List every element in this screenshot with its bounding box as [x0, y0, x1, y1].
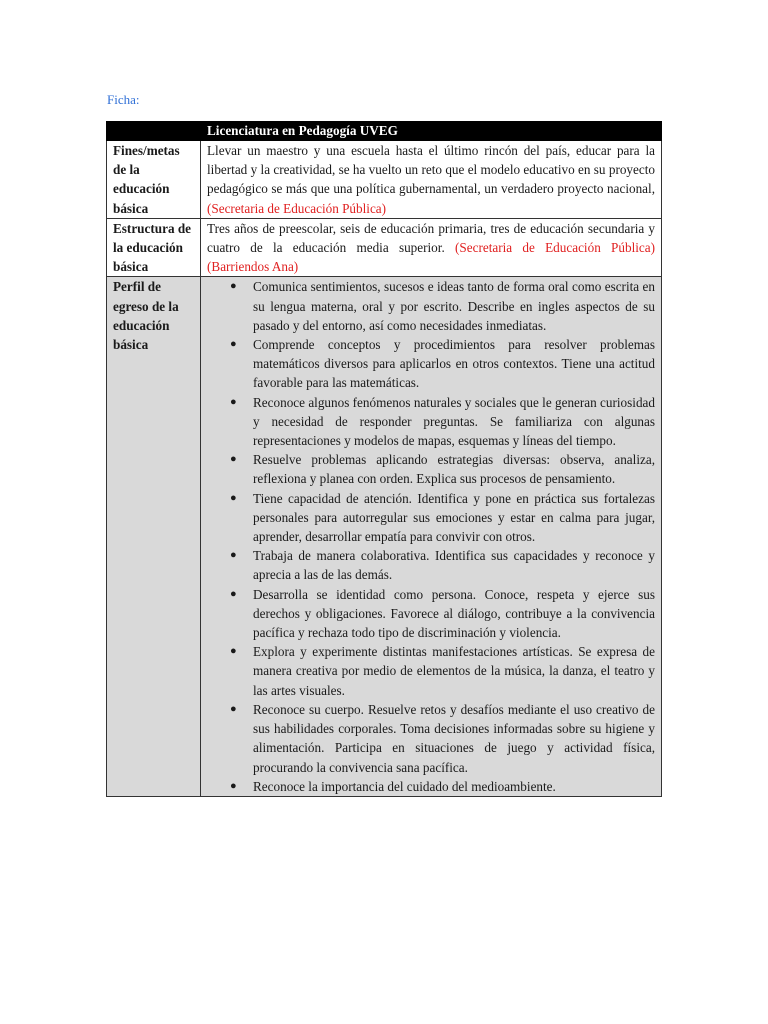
- estructura-citation: (Secretaria de Educación Pública) (Barriendos Ana): [207, 240, 656, 275]
- list-item-text: Explora y experimente distintas manifestaciones artísticas. Se expresa de manera creativa por medio de elementos de la música, la danza, el teatro y las artes visuales.: [253, 644, 655, 698]
- header-title-cell: Licenciatura en Pedagogía UVEG: [201, 122, 662, 141]
- list-item-text: Tiene capacidad de atención. Identifica y pone en práctica sus fortalezas personales para autorregular sus emociones y estar en calma para jugar, aprender, desarrollar empatía para convivir con otros.: [253, 490, 655, 545]
- bullet-icon: ●: [230, 549, 237, 562]
- row-content-perfil: [201, 277, 662, 796]
- list-item: [230, 393, 655, 451]
- list-item: [230, 546, 655, 584]
- bullet-icon: ●: [230, 280, 237, 293]
- bullet-icon: ●: [230, 395, 237, 408]
- row-label-estructura: Estructura de la educación básica: [107, 218, 201, 277]
- list-item-text: Comunica sentimientos, sucesos e ideas tanto de forma oral como escrita en su lengua materna, oral y por escrito. Describe en ingles aspectos de su pasado y del entorno, así como necesidades inmediatas.: [253, 279, 655, 333]
- row-content-estructura: [201, 218, 662, 277]
- list-item: [230, 585, 655, 643]
- list-item: [230, 642, 655, 700]
- bullet-icon: ●: [230, 645, 237, 658]
- list-item: [230, 335, 655, 393]
- bullet-icon: ●: [230, 702, 237, 715]
- table-row: [107, 277, 662, 796]
- list-item-text: Desarrolla se identidad como persona. Conoce, respeta y ejerce sus derechos y obligaciones. Favorece al diálogo, contribuye a la convivencia pacífica y rechaza todo tipo de discriminación y violencia.: [253, 586, 655, 641]
- bullet-icon: ●: [230, 453, 237, 466]
- row-label-perfil: Perfil de egreso de la educación básica: [107, 277, 201, 796]
- list-item-text: Resuelve problemas aplicando estrategias diversas: observa, analiza, reflexiona y planea con orden. Explica sus procesos de pensamiento.: [253, 452, 655, 487]
- list-item: [230, 489, 655, 547]
- perfil-list: [207, 277, 655, 795]
- fines-citation: (Secretaria de Educación Pública): [207, 200, 387, 216]
- list-item-text: Reconoce algunos fenómenos naturales y sociales que le generan curiosidad y necesidad de responder preguntas. Se familiariza con algunas representaciones y modelos de mapas, esquemas y líneas del tiempo.: [253, 394, 655, 449]
- estructura-text: Tres años de preescolar, seis de educación primaria, tres de educación secundaria y cuatro de la educación media superior.: [207, 220, 655, 256]
- fines-text: Llevar un maestro y una escuela hasta el último rincón del país, educar para la libertad y la creatividad, se ha vuelto un reto que el modelo educativo en su proyecto pedagógico se más que una política gubernamental, un verdadero proyecto nacional,: [207, 143, 655, 197]
- header-label-cell: [107, 122, 201, 141]
- list-item-text: Reconoce la importancia del cuidado del medioambiente.: [253, 778, 556, 794]
- row-content-fines: [201, 141, 662, 219]
- list-item-text: Trabaja de manera colaborativa. Identifica sus capacidades y reconoce y aprecia a las de las demás.: [253, 548, 655, 583]
- list-item: [230, 277, 655, 335]
- page-heading: Ficha:: [107, 92, 140, 107]
- ficha-table: [106, 121, 662, 797]
- list-item: [230, 700, 655, 777]
- list-item-text: Reconoce su cuerpo. Resuelve retos y desafíos mediante el uso creativo de sus habilidades corporales. Toma decisiones informadas sobre su higiene y alimentación. Participa en situaciones de juego y actividad física, procurando la convivencia sana pacífica.: [253, 701, 655, 775]
- list-item: [230, 777, 655, 796]
- table-row: [107, 141, 662, 219]
- bullet-icon: ●: [230, 338, 237, 351]
- bullet-icon: ●: [230, 491, 237, 504]
- table-header-row: [107, 122, 662, 141]
- bullet-icon: ●: [230, 779, 237, 792]
- list-item-text: Comprende conceptos y procedimientos para resolver problemas matemáticos diversos para aplicarlos en otros contextos. Tiene una actitud favorable para las matemáticas.: [253, 337, 655, 391]
- table-row: [107, 218, 662, 277]
- list-item: [230, 450, 655, 488]
- bullet-icon: ●: [230, 587, 237, 600]
- row-label-fines: Fines/metas de la educación básica: [107, 141, 201, 219]
